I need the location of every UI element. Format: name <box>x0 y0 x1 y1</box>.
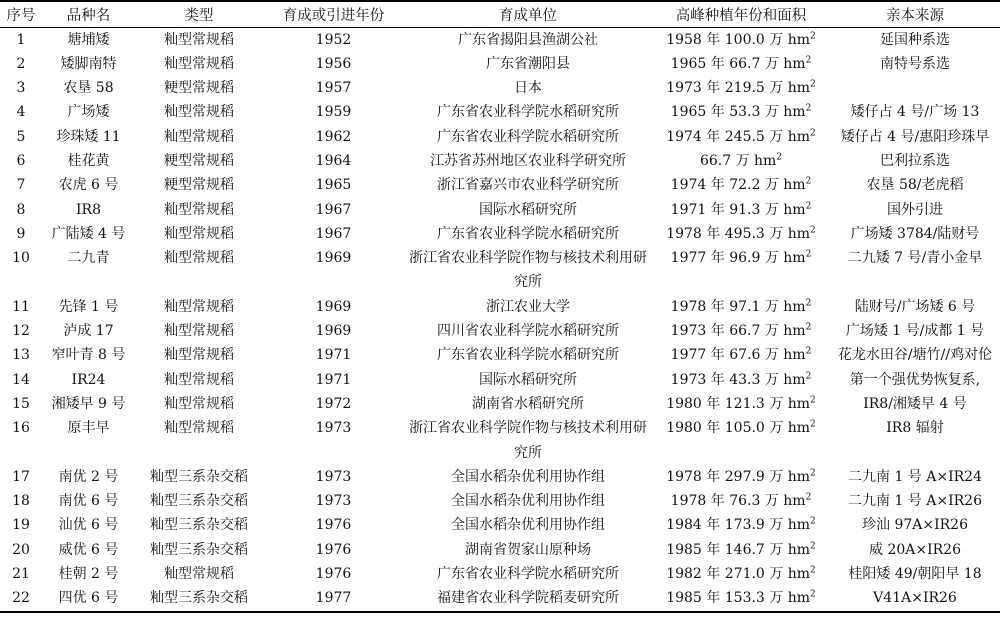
cell-parent-source: V41A×IR26 <box>830 586 1000 611</box>
peak-area: 100.0 <box>724 31 765 48</box>
peak-area: 219.5 <box>724 80 765 97</box>
cell-breeding-unit: 浙江省农业科学院作物与核技术利用研究所 <box>409 250 647 291</box>
peak-year: 1973 年 <box>666 80 721 97</box>
cell-no: 6 <box>16 152 26 169</box>
cell-parent-source: 矮仔占 4 号/广场 13 <box>850 104 980 121</box>
table-row <box>0 246 1000 295</box>
cell-variety-name: 珍珠矮 11 <box>56 128 121 145</box>
cell-type: 籼型常规稻 <box>164 128 234 145</box>
cell-type: 籼型常规稻 <box>164 347 234 364</box>
cell-peak-area <box>652 222 830 246</box>
cell-no: 8 <box>16 201 26 218</box>
cell-parent-source: 矮仔占 4 号/惠阳珍珠早 <box>840 128 990 145</box>
table-row <box>0 416 1000 465</box>
cell-year: 1957 <box>315 80 352 97</box>
table-row <box>0 198 1000 222</box>
header-peak: 高峰种植年份和面积 <box>652 1 830 27</box>
cell-parent-source: 花龙水田谷/塘竹//鸡对伦 <box>837 347 993 364</box>
area-unit-exponent: 2 <box>805 103 812 114</box>
cell-type: 粳型常规稻 <box>164 177 234 194</box>
header-no: 序号 <box>0 1 42 27</box>
cell-parent-source: 广场矮 1 号/成都 1 号 <box>845 323 985 340</box>
cell-type: 籼型三系杂交稻 <box>150 468 248 485</box>
peak-area: 66.7 <box>699 152 732 169</box>
cell-breeding-unit: 湖南省水稻研究所 <box>472 395 584 412</box>
header-parent: 亲本来源 <box>830 1 1000 27</box>
cell-peak-area <box>652 343 830 367</box>
cell-breeding-unit: 浙江农业大学 <box>486 298 570 315</box>
peak-year: 1978 年 <box>670 493 725 510</box>
area-unit-exponent: 2 <box>805 55 812 66</box>
peak-area: 97.1 <box>729 298 761 315</box>
peak-area: 121.3 <box>724 395 765 412</box>
cell-peak-area <box>652 586 830 611</box>
peak-area: 105.0 <box>724 420 765 437</box>
peak-year: 1973 年 <box>670 323 725 340</box>
cell-type: 籼型常规稻 <box>164 104 234 121</box>
cell-variety-name: 塘埔矮 <box>67 31 110 48</box>
cell-peak-area <box>652 76 830 100</box>
cell-parent-source: 二九矮 7 号/青小金早 <box>847 250 983 267</box>
cell-peak-area <box>652 149 830 173</box>
cell-breeding-unit: 全国水稻杂优利用协作组 <box>451 468 605 485</box>
cell-parent-source: 威 20A×IR26 <box>869 541 961 558</box>
cell-variety-name: IR8 <box>76 201 101 218</box>
cell-type: 籼型常规稻 <box>164 420 234 437</box>
peak-area: 495.3 <box>724 225 765 242</box>
cell-variety-name: 二九青 <box>67 250 110 267</box>
cell-year: 1976 <box>315 517 352 534</box>
cell-year: 1973 <box>315 420 352 437</box>
cell-variety-name: 农虎 6 号 <box>58 177 119 194</box>
peak-area: 76.3 <box>729 493 761 510</box>
peak-area: 91.3 <box>729 201 761 218</box>
cell-peak-area <box>652 538 830 562</box>
cell-peak-area <box>652 27 830 52</box>
cell-variety-name: 南优 6 号 <box>58 493 119 510</box>
cell-no: 15 <box>12 395 30 412</box>
cell-year: 1971 <box>315 347 352 364</box>
peak-year: 1985 年 <box>666 590 721 607</box>
area-unit: 万 hm <box>764 55 806 72</box>
area-unit-exponent: 2 <box>805 346 812 357</box>
cell-variety-name: 广场矮 <box>67 104 110 121</box>
cell-peak-area <box>652 562 830 586</box>
cell-breeding-unit: 日本 <box>514 80 542 97</box>
cell-year: 1976 <box>315 541 352 558</box>
area-unit: 万 hm <box>764 298 806 315</box>
cell-peak-area <box>652 368 830 392</box>
table-row <box>0 538 1000 562</box>
cell-parent-source: IR8/湘矮早 4 号 <box>863 395 967 412</box>
cell-no: 16 <box>12 420 30 437</box>
cell-parent-source: 南特号系选 <box>880 55 950 72</box>
header-type: 类型 <box>135 1 263 27</box>
cell-parent-source: 陆财号/广场矮 6 号 <box>854 298 976 315</box>
area-unit-exponent: 2 <box>805 322 812 333</box>
area-unit: 万 hm <box>769 420 811 437</box>
cell-variety-name: 湘矮早 9 号 <box>51 395 126 412</box>
peak-area: 146.7 <box>724 541 765 558</box>
cell-no: 9 <box>16 225 26 242</box>
area-unit: 万 hm <box>769 128 811 145</box>
area-unit: 万 hm <box>769 590 811 607</box>
cell-year: 1977 <box>263 586 404 611</box>
area-unit-exponent: 2 <box>810 79 816 90</box>
cell-no: 2 <box>16 55 26 72</box>
cell-peak-area <box>652 489 830 513</box>
peak-area: 53.3 <box>729 104 761 121</box>
area-unit: 万 hm <box>764 201 806 218</box>
area-unit: 万 hm <box>769 541 811 558</box>
area-unit: 万 hm <box>764 323 806 340</box>
area-unit: 万 hm <box>764 104 806 121</box>
table-row <box>0 392 1000 416</box>
area-unit-exponent: 2 <box>805 249 812 260</box>
peak-year: 1978 年 <box>666 225 721 242</box>
cell-year: 1972 <box>315 395 352 412</box>
area-unit: 万 hm <box>769 395 811 412</box>
area-unit: 万 hm <box>764 177 806 194</box>
table-row <box>0 562 1000 586</box>
peak-area: 245.5 <box>724 128 765 145</box>
peak-year: 1978 年 <box>666 468 721 485</box>
cell-type: 籼型三系杂交稻 <box>150 493 248 510</box>
cell-no: 4 <box>16 104 26 121</box>
cell-peak-area <box>652 295 830 319</box>
area-unit: 万 hm <box>769 31 811 48</box>
area-unit: 万 hm <box>764 493 806 510</box>
cell-parent-source: 桂阳矮 49/朝阳早 18 <box>848 566 982 583</box>
cell-type: 籼型常规稻 <box>164 225 234 242</box>
cell-no: 14 <box>12 371 30 388</box>
cell-breeding-unit: 广东省农业科学院水稻研究所 <box>437 104 619 121</box>
cell-year: 1962 <box>315 128 352 145</box>
cell-no: 22 <box>0 586 42 611</box>
cell-breeding-unit: 广东省农业科学院水稻研究所 <box>437 128 619 145</box>
cell-no: 10 <box>12 250 30 267</box>
peak-area: 173.9 <box>724 517 765 534</box>
cell-parent-source: 二九南 1 号 A×IR24 <box>848 468 982 485</box>
peak-year: 1971 年 <box>670 201 725 218</box>
cell-no: 1 <box>16 31 26 48</box>
cell-parent-source: 农垦 58/老虎稻 <box>866 177 964 194</box>
peak-year: 1973 年 <box>670 371 725 388</box>
table-row <box>0 343 1000 367</box>
area-unit: 万 hm <box>764 347 806 364</box>
cell-year: 1969 <box>315 323 352 340</box>
cell-no: 7 <box>16 177 26 194</box>
cell-year: 1971 <box>315 371 352 388</box>
cell-type: 粳型常规稻 <box>164 152 234 169</box>
cell-breeding-unit: 广东省农业科学院水稻研究所 <box>437 566 619 583</box>
cell-type: 籼型常规稻 <box>164 201 234 218</box>
cell-variety-name: 原丰早 <box>67 420 110 437</box>
peak-area: 96.9 <box>729 250 761 267</box>
area-unit: 万 hm <box>769 80 811 97</box>
peak-year: 1978 年 <box>670 298 725 315</box>
cell-type: 籼型常规稻 <box>164 250 234 267</box>
cell-type: 籼型常规稻 <box>164 395 234 412</box>
cell-peak-area <box>652 173 830 197</box>
cell-year: 1952 <box>315 31 352 48</box>
area-unit: 万 hm <box>769 566 811 583</box>
table-row <box>0 513 1000 537</box>
table-row <box>0 27 1000 52</box>
area-unit-exponent: 2 <box>810 541 816 552</box>
cell-breeding-unit: 江苏省苏州地区农业科学研究所 <box>430 152 626 169</box>
area-unit: 万 hm <box>769 517 811 534</box>
cell-parent-source: 二九南 1 号 A×IR26 <box>848 493 982 510</box>
cell-parent-source: 国外引进 <box>887 201 943 218</box>
cell-no: 20 <box>12 541 30 558</box>
cell-no: 12 <box>12 323 30 340</box>
cell-parent-source: 珍汕 97A×IR26 <box>862 517 968 534</box>
cell-year: 1959 <box>315 104 352 121</box>
cell-no: 3 <box>16 80 26 97</box>
table-row <box>0 100 1000 124</box>
cell-variety-name: 四优 6 号 <box>42 586 135 611</box>
peak-year: 1980 年 <box>666 395 721 412</box>
peak-area: 72.2 <box>729 177 761 194</box>
cell-no: 11 <box>12 298 30 315</box>
area-unit: 万 hm <box>769 468 811 485</box>
cell-parent-source: 巴利拉系选 <box>880 152 950 169</box>
cell-variety-name: 威优 6 号 <box>58 541 119 558</box>
cell-variety-name: 农垦 58 <box>63 80 114 97</box>
cell-peak-area <box>652 319 830 343</box>
cell-year: 1956 <box>315 55 352 72</box>
area-unit: 万 hm <box>735 152 777 169</box>
cell-variety-name: IR24 <box>71 371 106 388</box>
table-row <box>0 465 1000 489</box>
area-unit-exponent: 2 <box>810 468 816 479</box>
area-unit-exponent: 2 <box>805 176 812 187</box>
cell-peak-area <box>652 198 830 222</box>
peak-year: 1984 年 <box>666 517 721 534</box>
table-row <box>0 295 1000 319</box>
area-unit-exponent: 2 <box>810 30 816 41</box>
cell-peak-area <box>652 246 830 295</box>
cell-type: 籼型三系杂交稻 <box>150 541 248 558</box>
cell-variety-name: 桂花黄 <box>67 152 110 169</box>
cell-year: 1973 <box>315 468 352 485</box>
area-unit-exponent: 2 <box>810 589 816 600</box>
peak-year: 1974 年 <box>670 177 725 194</box>
cell-year: 1976 <box>315 566 352 583</box>
cell-year: 1969 <box>315 250 352 267</box>
cell-variety-name: 矮脚南特 <box>60 55 117 72</box>
area-unit-exponent: 2 <box>805 371 812 381</box>
peak-area: 153.3 <box>724 590 765 607</box>
peak-year: 1974 年 <box>666 128 721 145</box>
area-unit-exponent: 2 <box>810 419 816 430</box>
cell-peak-area <box>652 125 830 149</box>
peak-area: 271.0 <box>724 566 765 583</box>
cell-breeding-unit: 浙江省嘉兴市农业科学研究所 <box>437 177 619 194</box>
cell-breeding-unit: 全国水稻杂优利用协作组 <box>451 493 605 510</box>
cell-breeding-unit: 浙江省农业科学院作物与核技术利用研究所 <box>409 420 647 461</box>
peak-year: 1982 年 <box>666 566 721 583</box>
cell-breeding-unit: 国际水稻研究所 <box>479 371 577 388</box>
table-row <box>0 586 1000 611</box>
cell-breeding-unit: 全国水稻杂优利用协作组 <box>451 517 605 534</box>
cell-peak-area <box>652 465 830 489</box>
cell-breeding-unit: 福建省农业科学院稻麦研究所 <box>404 586 652 611</box>
cell-peak-area <box>652 100 830 124</box>
table-row <box>0 489 1000 513</box>
table-row <box>0 368 1000 392</box>
table-header <box>0 1 1000 27</box>
cell-breeding-unit: 广东省农业科学院水稻研究所 <box>437 347 619 364</box>
peak-year: 1980 年 <box>666 420 721 437</box>
cell-breeding-unit: 广东省揭阳县渔湖公社 <box>458 31 598 48</box>
area-unit: 万 hm <box>764 250 806 267</box>
peak-area: 297.9 <box>724 468 765 485</box>
peak-area: 66.7 <box>729 55 761 72</box>
peak-area: 67.6 <box>729 347 761 364</box>
cell-type: 籼型三系杂交稻 <box>135 586 263 611</box>
cell-variety-name: 桂朝 2 号 <box>58 566 119 583</box>
header-unit: 育成单位 <box>404 1 652 27</box>
cell-peak-area <box>652 513 830 537</box>
cell-peak-area <box>652 52 830 76</box>
peak-year: 1977 年 <box>670 347 725 364</box>
area-unit-exponent: 2 <box>810 395 816 406</box>
area-unit-exponent: 2 <box>805 298 812 309</box>
area-unit-exponent: 2 <box>805 492 812 503</box>
cell-parent-source: 广场矮 3784/陆财号 <box>850 225 980 242</box>
header-year: 育成或引进年份 <box>263 1 404 27</box>
table-row <box>0 149 1000 173</box>
cell-parent-source: 延国种系选 <box>880 31 950 48</box>
cell-breeding-unit: 四川省农业科学院水稻研究所 <box>437 323 619 340</box>
peak-year: 1965 年 <box>670 55 725 72</box>
cell-type: 籼型三系杂交稻 <box>150 517 248 534</box>
cell-no: 13 <box>12 347 30 364</box>
table-row <box>0 222 1000 246</box>
table-row <box>0 173 1000 197</box>
cell-parent-source: IR8 辐射 <box>886 420 944 437</box>
peak-year: 1985 年 <box>666 541 721 558</box>
cell-variety-name: 南优 2 号 <box>58 468 119 485</box>
cell-type: 籼型常规稻 <box>164 31 234 48</box>
cell-year: 1967 <box>315 225 352 242</box>
area-unit: 万 hm <box>764 371 806 388</box>
cell-parent-source <box>830 76 1000 100</box>
cell-year: 1965 <box>315 177 352 194</box>
cell-year: 1973 <box>315 493 352 510</box>
cell-no: 17 <box>12 468 30 485</box>
cell-year: 1967 <box>315 201 352 218</box>
cell-type: 籼型常规稻 <box>164 323 234 340</box>
cell-variety-name: 汕优 6 号 <box>58 517 119 534</box>
area-unit-exponent: 2 <box>810 128 816 139</box>
peak-year: 1965 年 <box>670 104 725 121</box>
header-name: 品种名 <box>42 1 135 27</box>
cell-peak-area <box>652 416 830 465</box>
cell-variety-name: 广陆矮 4 号 <box>51 225 126 242</box>
table-body <box>0 27 1000 612</box>
peak-year: 1977 年 <box>670 250 725 267</box>
peak-area: 66.7 <box>729 323 761 340</box>
table-row <box>0 76 1000 100</box>
table-row <box>0 125 1000 149</box>
area-unit-exponent: 2 <box>810 565 816 576</box>
cell-type: 籼型常规稻 <box>164 566 234 583</box>
cell-year: 1969 <box>315 298 352 315</box>
cell-no: 5 <box>16 128 26 145</box>
cell-type: 籼型常规稻 <box>164 371 234 388</box>
peak-area: 43.3 <box>729 371 761 388</box>
cell-variety-name: 泸成 17 <box>63 323 114 340</box>
cell-type: 粳型常规稻 <box>164 80 234 97</box>
table-row <box>0 319 1000 343</box>
cell-parent-source: 第一个强优势恢复系, <box>849 371 981 388</box>
cell-no: 19 <box>12 517 30 534</box>
area-unit-exponent: 2 <box>805 200 812 211</box>
area-unit-exponent: 2 <box>776 152 783 163</box>
area-unit: 万 hm <box>769 225 811 242</box>
area-unit-exponent: 2 <box>810 516 816 527</box>
area-unit-exponent: 2 <box>810 225 816 236</box>
cell-type: 籼型常规稻 <box>164 298 234 315</box>
table-row <box>0 52 1000 76</box>
cell-breeding-unit: 国际水稻研究所 <box>479 201 577 218</box>
cell-peak-area <box>652 392 830 416</box>
cell-variety-name: 先锋 1 号 <box>58 298 119 315</box>
cell-year: 1964 <box>315 152 352 169</box>
cell-breeding-unit: 湖南省贺家山原种场 <box>465 541 591 558</box>
peak-year: 1958 年 <box>666 31 721 48</box>
header-row <box>0 1 1000 27</box>
cell-variety-name: 窄叶青 8 号 <box>51 347 126 364</box>
cell-no: 21 <box>12 566 30 583</box>
cell-breeding-unit: 广东省潮阳县 <box>486 55 570 72</box>
cell-type: 籼型常规稻 <box>164 55 234 72</box>
cell-no: 18 <box>12 493 30 510</box>
cell-breeding-unit: 广东省农业科学院水稻研究所 <box>437 225 619 242</box>
